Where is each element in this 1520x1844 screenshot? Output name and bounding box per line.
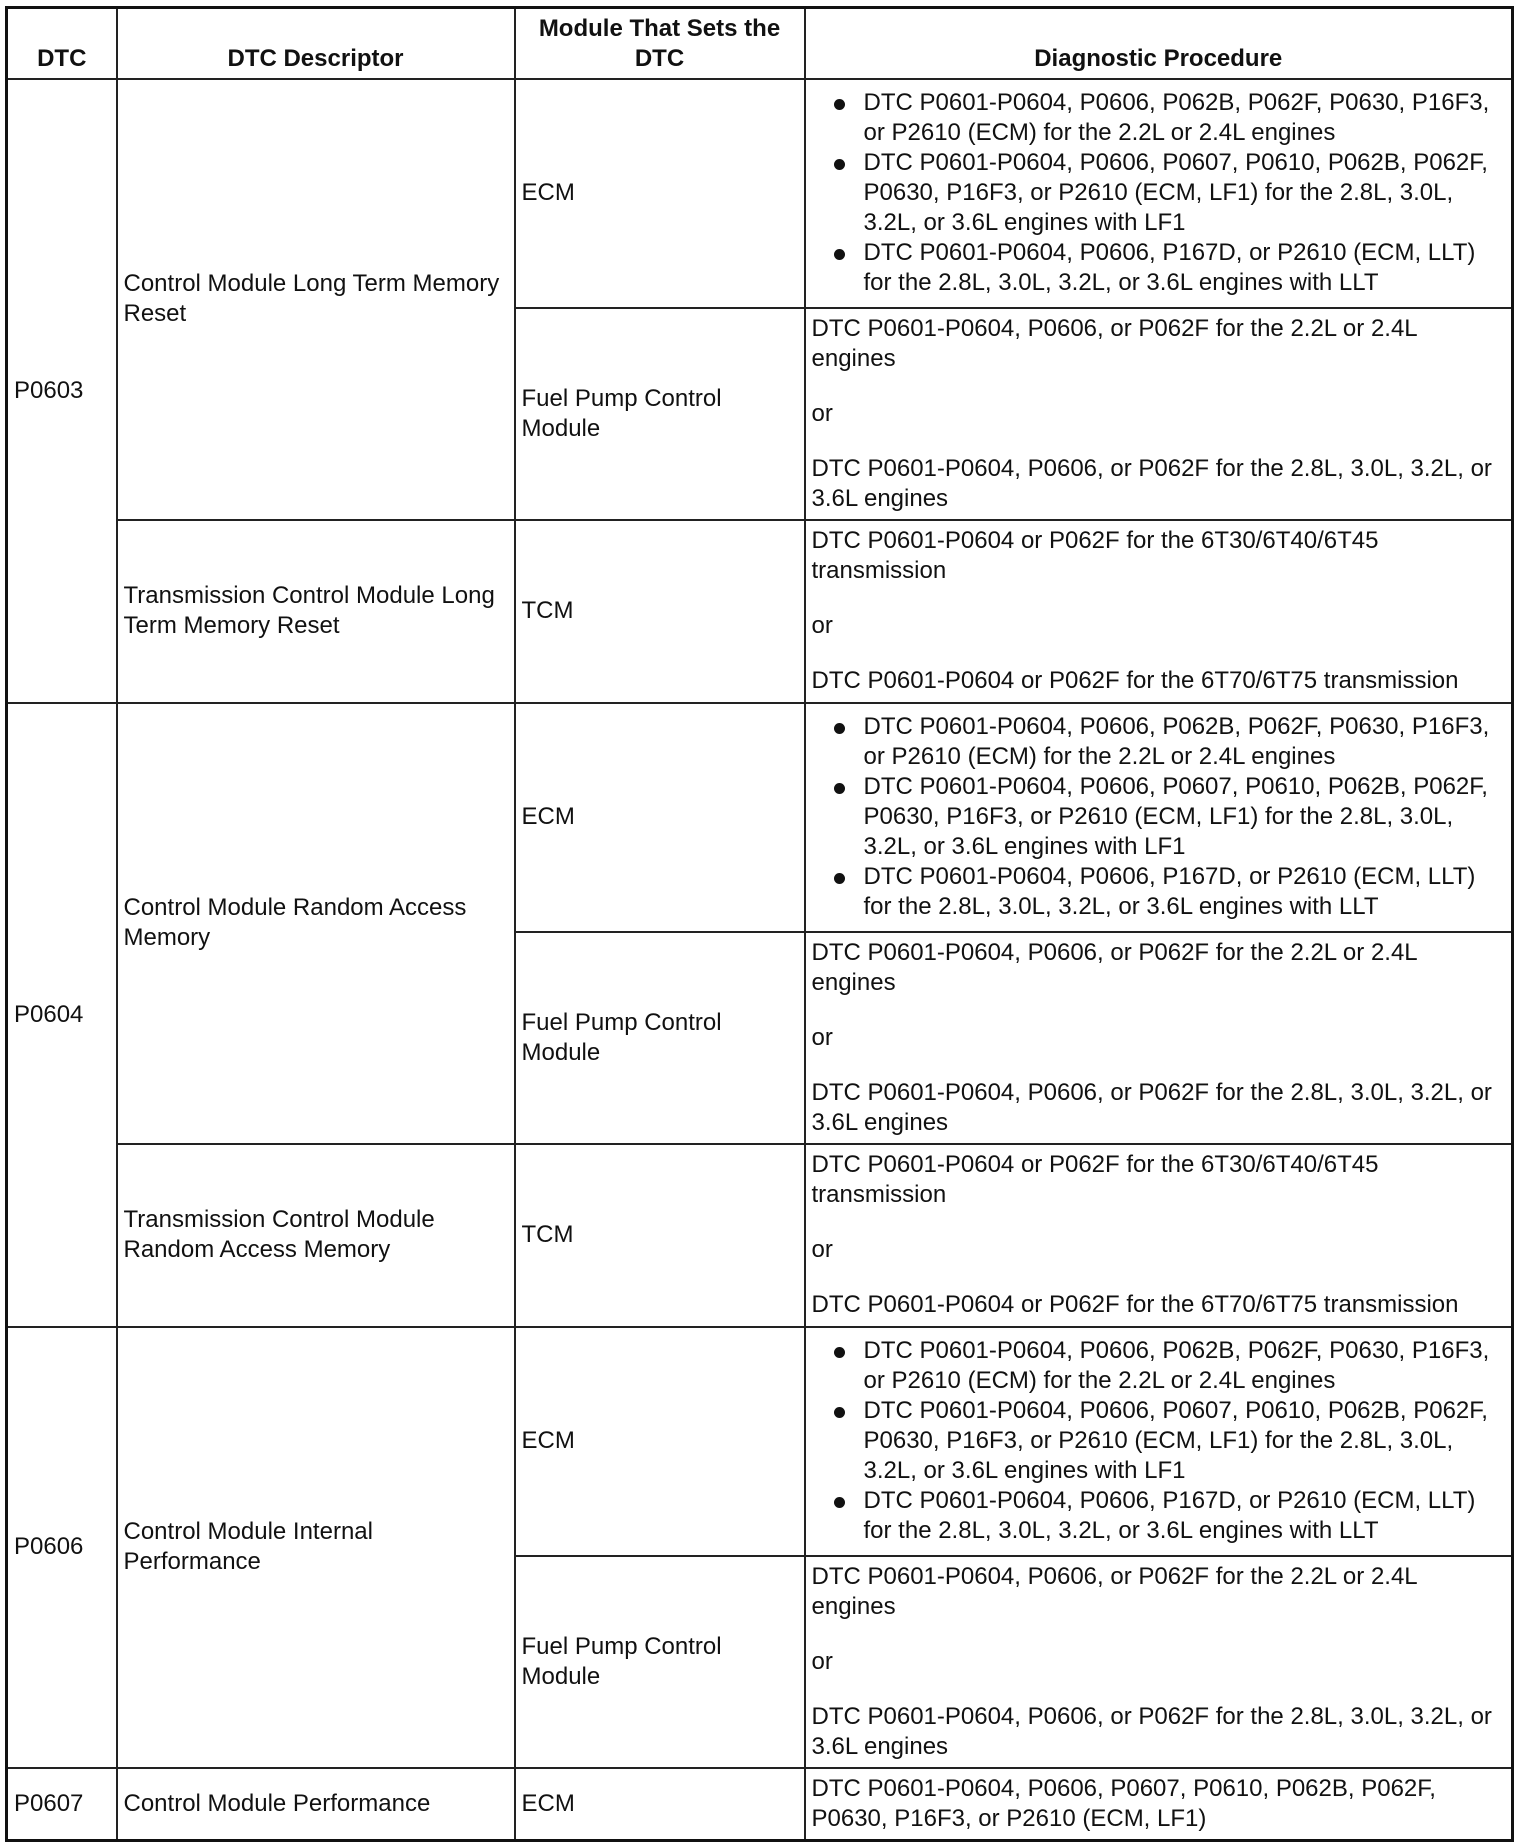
procedure-cell: [805, 1144, 1513, 1327]
module-cell: ECM: [515, 79, 805, 308]
table-row: [7, 1144, 1513, 1327]
procedure-or: or: [811, 612, 833, 639]
dtc-descriptor: Transmission Control Module Random Access Memory: [117, 1144, 515, 1327]
procedure-text: DTC P0601-P0604, P0606, or P062F for the 2.8L, 3.0L, 3.2L, or 3.6L engines: [811, 454, 1492, 512]
module-cell: Fuel Pump Control Module: [515, 308, 805, 520]
header-dtc: DTC: [7, 8, 117, 79]
dtc-descriptor: Transmission Control Module Long Term Memory Reset: [117, 520, 515, 703]
procedure-or: or: [811, 1023, 833, 1051]
dtc-descriptor: Control Module Internal Performance: [117, 1327, 515, 1768]
dtc-descriptor: Control Module Random Access Memory: [117, 703, 515, 1144]
list-item: DTC P0601-P0604, P0606, P062B, P062F, P0630, P16F3, or P2610 (ECM) for the 2.2L or 2.4L engines: [812, 88, 1506, 148]
procedure-text: DTC P0601-P0604, P0606, or P062F for the 2.2L or 2.4L engines: [811, 1562, 1417, 1620]
module-cell: TCM: [515, 520, 805, 703]
procedure-list: [812, 1336, 1506, 1546]
procedure-text: DTC P0601-P0604, P0606, or P062F for the 2.8L, 3.0L, 3.2L, or 3.6L engines: [811, 1702, 1492, 1760]
dtc-code: P0606: [7, 1327, 117, 1768]
list-item: DTC P0601-P0604, P0606, P167D, or P2610 (ECM, LLT) for the 2.8L, 3.0L, 3.2L, or 3.6L engines with LLT: [812, 862, 1506, 922]
table-row: [7, 703, 1513, 932]
list-item: DTC P0601-P0604, P0606, P0607, P0610, P062B, P062F, P0630, P16F3, or P2610 (ECM, LF1) for the 2.8L, 3.0L, 3.2L, or 3.6L engines with LF1: [812, 1396, 1506, 1486]
procedure-text: DTC P0601-P0604 or P062F for the 6T70/6T75 transmission: [811, 1291, 1459, 1318]
procedure-list: [812, 712, 1506, 922]
procedure-text: DTC P0601-P0604, P0606, or P062F for the 2.8L, 3.0L, 3.2L, or 3.6L engines: [811, 1078, 1492, 1136]
procedure-text: DTC P0601-P0604 or P062F for the 6T70/6T75 transmission: [811, 667, 1459, 694]
table-row: [7, 79, 1513, 308]
dtc-descriptor: Control Module Long Term Memory Reset: [117, 79, 515, 520]
list-item: DTC P0601-P0604, P0606, P062B, P062F, P0630, P16F3, or P2610 (ECM) for the 2.2L or 2.4L engines: [812, 1336, 1506, 1396]
dtc-code: P0607: [7, 1768, 117, 1841]
procedure-text: DTC P0601-P0604, P0606, or P062F for the 2.2L or 2.4L engines: [811, 314, 1417, 372]
list-item: DTC P0601-P0604, P0606, P0607, P0610, P062B, P062F, P0630, P16F3, or P2610 (ECM, LF1) for the 2.8L, 3.0L, 3.2L, or 3.6L engines with LF1: [812, 772, 1506, 862]
procedure-cell: [805, 1327, 1513, 1556]
procedure-cell: [805, 703, 1513, 932]
procedure-list: [812, 88, 1506, 298]
table-row: [7, 1768, 1513, 1841]
module-cell: ECM: [515, 703, 805, 932]
procedure-text: DTC P0601-P0604 or P062F for the 6T30/6T40/6T45 transmission: [811, 527, 1379, 584]
procedure-cell: [805, 79, 1513, 308]
dtc-code: P0604: [7, 703, 117, 1327]
header-procedure: Diagnostic Procedure: [805, 8, 1513, 79]
procedure-cell: [805, 308, 1513, 520]
list-item: DTC P0601-P0604, P0606, P167D, or P2610 (ECM, LLT) for the 2.8L, 3.0L, 3.2L, or 3.6L engines with LLT: [812, 238, 1506, 298]
module-cell: ECM: [515, 1768, 805, 1841]
procedure-cell: [805, 520, 1513, 703]
dtc-table: [5, 6, 1514, 1842]
header-descriptor: DTC Descriptor: [117, 8, 515, 79]
module-cell: ECM: [515, 1327, 805, 1556]
dtc-descriptor: Control Module Performance: [117, 1768, 515, 1841]
procedure-or: or: [811, 399, 833, 427]
header-row: [7, 8, 1513, 79]
module-cell: Fuel Pump Control Module: [515, 932, 805, 1144]
module-cell: Fuel Pump Control Module: [515, 1556, 805, 1768]
list-item: DTC P0601-P0604, P0606, P0607, P0610, P062B, P062F, P0630, P16F3, or P2610 (ECM, LF1) for the 2.8L, 3.0L, 3.2L, or 3.6L engines with LF1: [812, 148, 1506, 238]
table-row: [7, 1327, 1513, 1556]
dtc-code: P0603: [7, 79, 117, 703]
list-item: DTC P0601-P0604, P0606, P167D, or P2610 (ECM, LLT) for the 2.8L, 3.0L, 3.2L, or 3.6L engines with LLT: [812, 1486, 1506, 1546]
table-row: [7, 520, 1513, 703]
module-cell: TCM: [515, 1144, 805, 1327]
procedure-text: DTC P0601-P0604 or P062F for the 6T30/6T40/6T45 transmission: [811, 1151, 1379, 1208]
header-module: Module That Sets the DTC: [515, 8, 805, 79]
procedure-text: DTC P0601-P0604, P0606, or P062F for the 2.2L or 2.4L engines: [811, 938, 1417, 996]
procedure-or: or: [811, 1647, 833, 1675]
procedure-cell: [805, 932, 1513, 1144]
procedure-cell: [805, 1556, 1513, 1768]
list-item: DTC P0601-P0604, P0606, P062B, P062F, P0630, P16F3, or P2610 (ECM) for the 2.2L or 2.4L engines: [812, 712, 1506, 772]
procedure-or: or: [811, 1236, 833, 1263]
procedure-cell: DTC P0601-P0604, P0606, P0607, P0610, P062B, P062F, P0630, P16F3, or P2610 (ECM, LF1): [805, 1768, 1513, 1841]
